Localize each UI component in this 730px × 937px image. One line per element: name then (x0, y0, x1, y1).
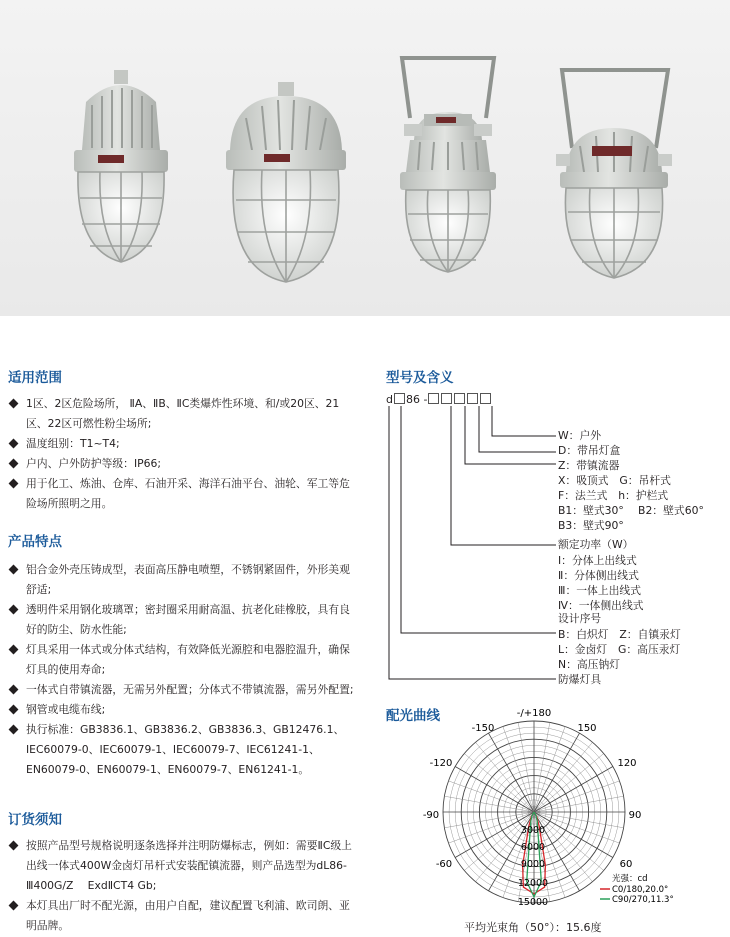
features-title: 产品特点 (8, 534, 62, 550)
angle-label: -/+180 (516, 708, 552, 719)
model-label: 防爆灯具 (558, 673, 602, 686)
model-label: Ⅳ：一体侧出线式 (558, 599, 644, 612)
angle-label: 150 (577, 723, 597, 734)
beam-angle-text: 平均光束角（50°）：15.6度 (464, 921, 602, 934)
legend-item: C90/270,11.3° (612, 895, 674, 905)
angle-label: -120 (429, 758, 453, 769)
model-label: 额定功率（W） (558, 538, 634, 551)
model-title: 型号及含义 (386, 370, 454, 386)
model-label: N：高压钠灯 (558, 658, 621, 671)
model-label: D：带吊灯盒 (558, 444, 621, 457)
model-label: B：白炽灯 Z：自镇汞灯 (558, 628, 681, 641)
model-label: Ⅲ：一体上出线式 (558, 584, 642, 597)
list-item: 温度组别：T1~T4; (8, 434, 358, 454)
scope-title: 适用范围 (8, 370, 62, 386)
model-label: Ⅰ：分体上出线式 (558, 554, 637, 567)
list-item: 本灯具出厂时不配光源，由用户自配，建议配置飞利浦、欧司朗、亚明品牌。 (8, 896, 358, 936)
model-label: Z：带镇流器 (558, 459, 620, 472)
polar-chart (388, 706, 688, 918)
ring-label: 15000 (517, 897, 549, 908)
bullet-diamond-icon (9, 725, 19, 735)
model-label: X：吸顶式 G：吊杆式 (558, 474, 671, 487)
list-item: 铝合金外壳压铸成型，表面高压静电喷塑，不锈钢紧固件，外形美观舒适; (8, 560, 358, 600)
model-label: W：户外 (558, 429, 602, 442)
list-item: 钢管或电缆布线; (8, 700, 358, 720)
model-label: L：金卤灯 G：高压汞灯 (558, 643, 681, 656)
list-item: 灯具采用一体式或分体式结构，有效降低光源腔和电器腔温升，确保灯具的使用寿命; (8, 640, 358, 680)
photometric-title: 配光曲线 (386, 708, 440, 724)
order-list (8, 836, 358, 936)
list-item: 透明件采用钢化玻璃罩；密封圈采用耐高温、抗老化硅橡胶，具有良好的防尘、防水性能; (8, 600, 358, 640)
model-label: B1：壁式30° B2：壁式60° (558, 504, 704, 517)
angle-label: -60 (435, 859, 453, 870)
legend-item: C0/180,20.0° (612, 885, 669, 895)
ring-label: 3000 (520, 825, 546, 836)
list-item: 户内、户外防护等级：IP66; (8, 454, 358, 474)
angle-label: 120 (617, 758, 637, 769)
bullet-diamond-icon (9, 901, 19, 911)
legend-title: 光强：cd (612, 874, 648, 884)
model-label: F：法兰式 h：护栏式 (558, 489, 669, 502)
angle-label: 90 (628, 810, 642, 821)
list-item: 按照产品型号规格说明逐条选择并注明防爆标志，例如：需要ⅡC级上出线一体式400W金卤灯吊杆式安装配镇流器，则产品选型为dL86-Ⅲ400G/Z ExdⅡCT4 Gb; (8, 836, 358, 896)
model-label: B3：壁式90° (558, 519, 624, 532)
angle-label: 60 (619, 859, 633, 870)
list-item: 一体式自带镇流器，无需另外配置；分体式不带镇流器，需另外配置; (8, 680, 358, 700)
angle-label: -90 (422, 810, 440, 821)
ring-label: 9000 (520, 859, 546, 870)
model-label: Ⅱ：分体侧出线式 (558, 569, 639, 582)
list-item: 用于化工、炼油、仓库、石油开采、海洋石油平台、油轮、军工等危险场所照明之用。 (8, 474, 358, 514)
list-item: 执行标准：GB3836.1、GB3836.2、GB3836.3、GB12476.1、IEC60079-0、IEC60079-1、IEC60079-7、IEC61241-1、EN60079-0、EN60079-1、EN60079-7、EN61241-1。 (8, 720, 358, 780)
bullet-diamond-icon (9, 841, 19, 851)
ring-label: 6000 (520, 842, 546, 853)
model-code: d 86 - (386, 393, 492, 406)
list-item: 1区、2区危险场所， ⅡA、ⅡB、ⅡC类爆炸性环境、和/或20区、21区、22区可燃性粉尘场所; (8, 394, 358, 434)
ring-label: 12000 (517, 878, 549, 889)
bullet-diamond-icon (9, 705, 19, 715)
order-title: 订货须知 (8, 812, 62, 828)
model-label: 设计序号 (558, 612, 602, 625)
angle-label: -150 (471, 723, 495, 734)
